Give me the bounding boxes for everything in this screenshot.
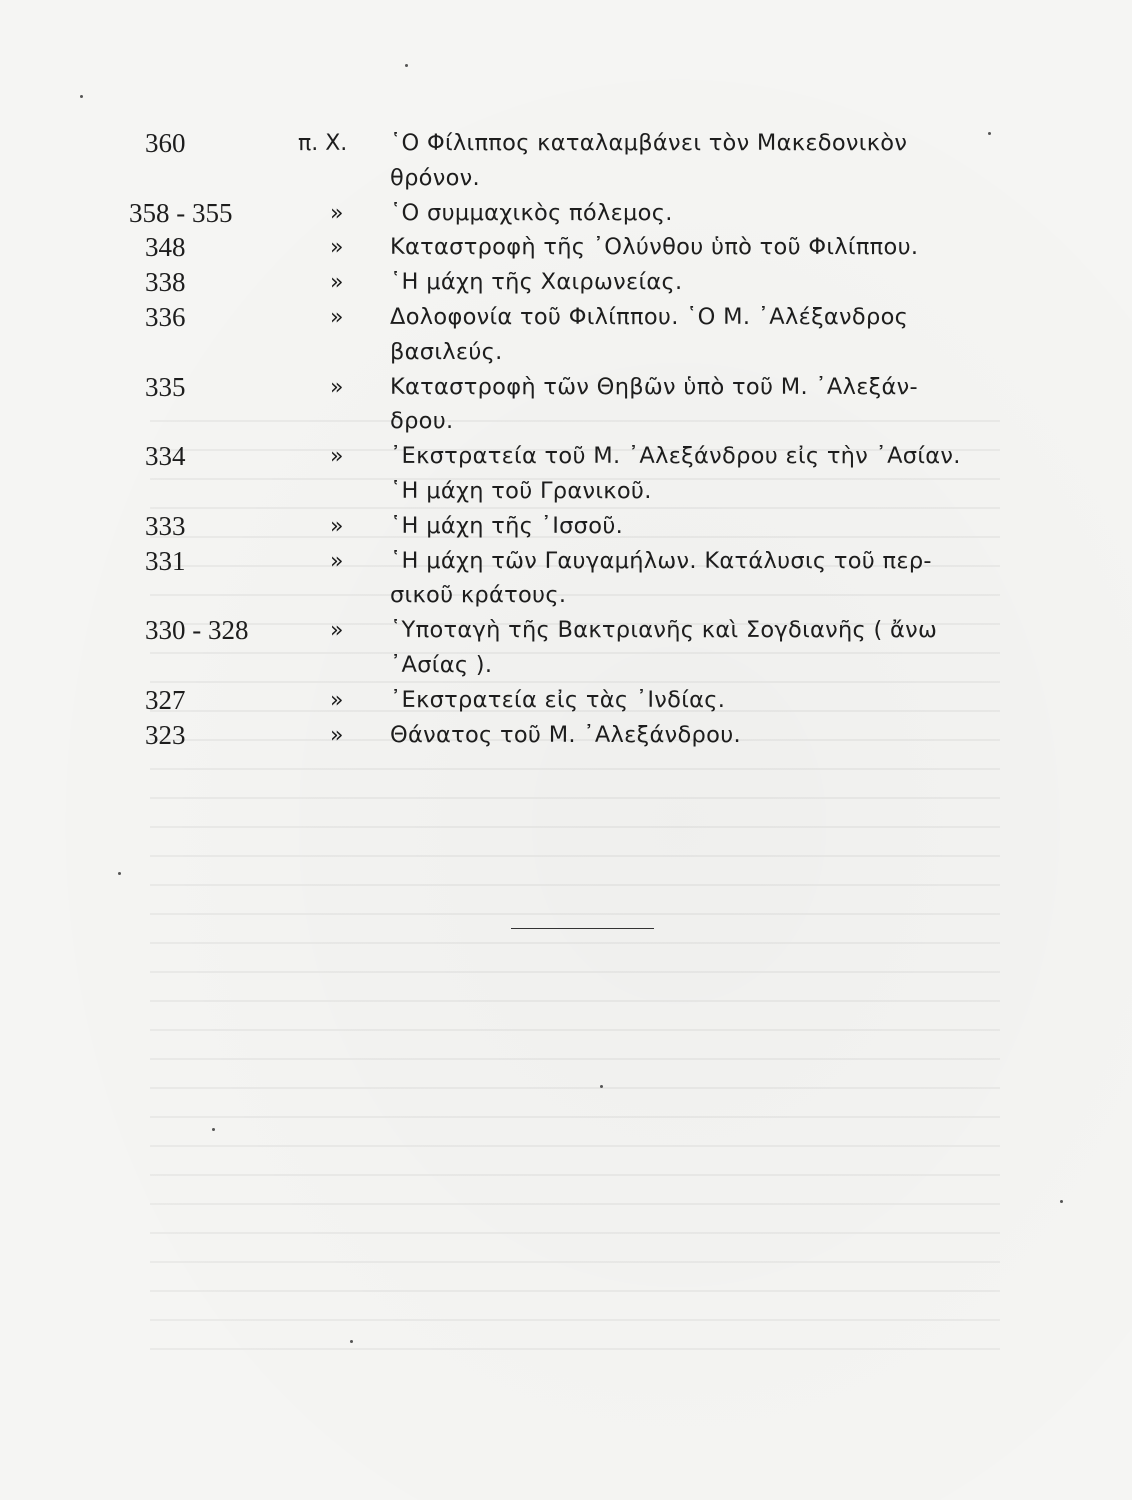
- chronology-row: [0, 300, 1132, 370]
- chronology-row: [0, 544, 1132, 614]
- chronology-row: [0, 126, 1132, 196]
- event-line: Καταστροφὴ τῶν Θηβῶν ὑπὸ τοῦ Μ. ᾿Αλεξάν-: [390, 373, 918, 400]
- row-year: 327: [145, 684, 186, 715]
- event-line: ῾Ο Φίλιππος καταλαμβάνει τὸν Μακεδονικὸν: [390, 130, 908, 156]
- row-year: 348: [145, 232, 186, 263]
- event-line: βασιλεύς.: [390, 338, 503, 365]
- event-line: Δολοφονία τοῦ Φιλίππου. ῾Ο Μ. ᾿Αλέξανδρος: [390, 303, 909, 330]
- event-line: ᾿Ασίας ).: [390, 651, 493, 678]
- scan-speck: [988, 132, 991, 135]
- row-event: [390, 544, 1002, 614]
- row-era: »: [330, 304, 344, 330]
- chronology-row: [0, 439, 1132, 509]
- scan-speck: [80, 95, 83, 98]
- scan-speck: [350, 1340, 353, 1343]
- event-line: ῾Η μάχη τοῦ Γρανικοῦ.: [390, 477, 652, 504]
- row-event: [390, 718, 1002, 753]
- event-line: θρόνον.: [390, 164, 480, 191]
- chronology-row: [0, 718, 1132, 753]
- event-line: Θάνατος τοῦ Μ. ᾿Αλεξάνδρου.: [390, 721, 741, 748]
- row-event: [390, 126, 1002, 196]
- row-era: »: [330, 548, 344, 574]
- row-year: 331: [145, 545, 186, 576]
- chronology-row: [0, 683, 1132, 718]
- row-event: [390, 683, 1002, 718]
- event-line: Καταστροφὴ τῆς ᾿Ολύνθου ὑπὸ τοῦ Φιλίππου.: [390, 234, 919, 261]
- event-line: ᾿Εκστρατεία εἰς τὰς ᾿Ινδίας.: [390, 686, 726, 713]
- row-event: [390, 613, 1002, 683]
- chronology-row: [0, 196, 1132, 231]
- scan-speck: [405, 64, 408, 67]
- chronology-row: [0, 265, 1132, 300]
- row-year: 334: [145, 441, 186, 472]
- scan-speck: [118, 872, 121, 875]
- event-line: ῾Η μάχη τῆς Χαιρωνείας.: [390, 269, 683, 296]
- row-era: »: [330, 687, 344, 713]
- row-era: »: [330, 618, 344, 644]
- event-line: ᾿Εκστρατεία τοῦ Μ. ᾿Αλεξάνδρου εἰς τὴν ᾿Ασίαν.: [390, 443, 961, 470]
- row-era: »: [330, 444, 344, 470]
- row-year: 358 - 355: [129, 197, 233, 228]
- row-year: 336: [145, 301, 186, 332]
- row-event: [390, 509, 1002, 544]
- row-year: 338: [145, 267, 186, 298]
- scan-speck: [600, 1085, 603, 1088]
- row-event: [390, 265, 1002, 300]
- row-year: 333: [145, 510, 186, 541]
- row-era: »: [330, 270, 344, 296]
- row-era: »: [330, 722, 344, 748]
- row-era: »: [330, 374, 344, 400]
- chronology-row: [0, 613, 1132, 683]
- row-year: 330 - 328: [145, 615, 249, 646]
- row-event: [390, 439, 1002, 509]
- row-event: [390, 196, 1002, 231]
- row-event: [390, 300, 1002, 370]
- event-line: σικοῦ κράτους.: [390, 582, 567, 609]
- row-year: 335: [145, 371, 186, 402]
- chronology-row: [0, 230, 1132, 265]
- row-year: 323: [145, 719, 186, 750]
- chronology-table: [0, 126, 1132, 752]
- scan-speck: [1060, 1200, 1063, 1203]
- event-line: ῾Ο συμμαχικὸς πόλεμος.: [390, 199, 673, 226]
- row-event: [390, 370, 1002, 440]
- row-year: 360: [145, 128, 186, 158]
- row-era: π. Χ.: [298, 131, 348, 156]
- scan-speck: [212, 1128, 215, 1131]
- row-era: »: [330, 513, 344, 539]
- row-era: »: [330, 200, 344, 226]
- event-line: ῾Η μάχη τῶν Γαυγαμήλων. Κατάλυσις τοῦ περ-: [390, 547, 932, 574]
- event-line: ῾Η μάχη τῆς ᾿Ισσοῦ.: [390, 512, 624, 539]
- row-era: »: [330, 235, 344, 261]
- row-event: [390, 230, 1002, 265]
- chronology-row: [0, 370, 1132, 440]
- event-line: ῾Υποταγὴ τῆς Βακτριανῆς καὶ Σογδιανῆς ( ἄνω: [390, 617, 938, 644]
- section-end-rule: [511, 928, 654, 929]
- event-line: δρου.: [390, 408, 454, 435]
- chronology-row: [0, 509, 1132, 544]
